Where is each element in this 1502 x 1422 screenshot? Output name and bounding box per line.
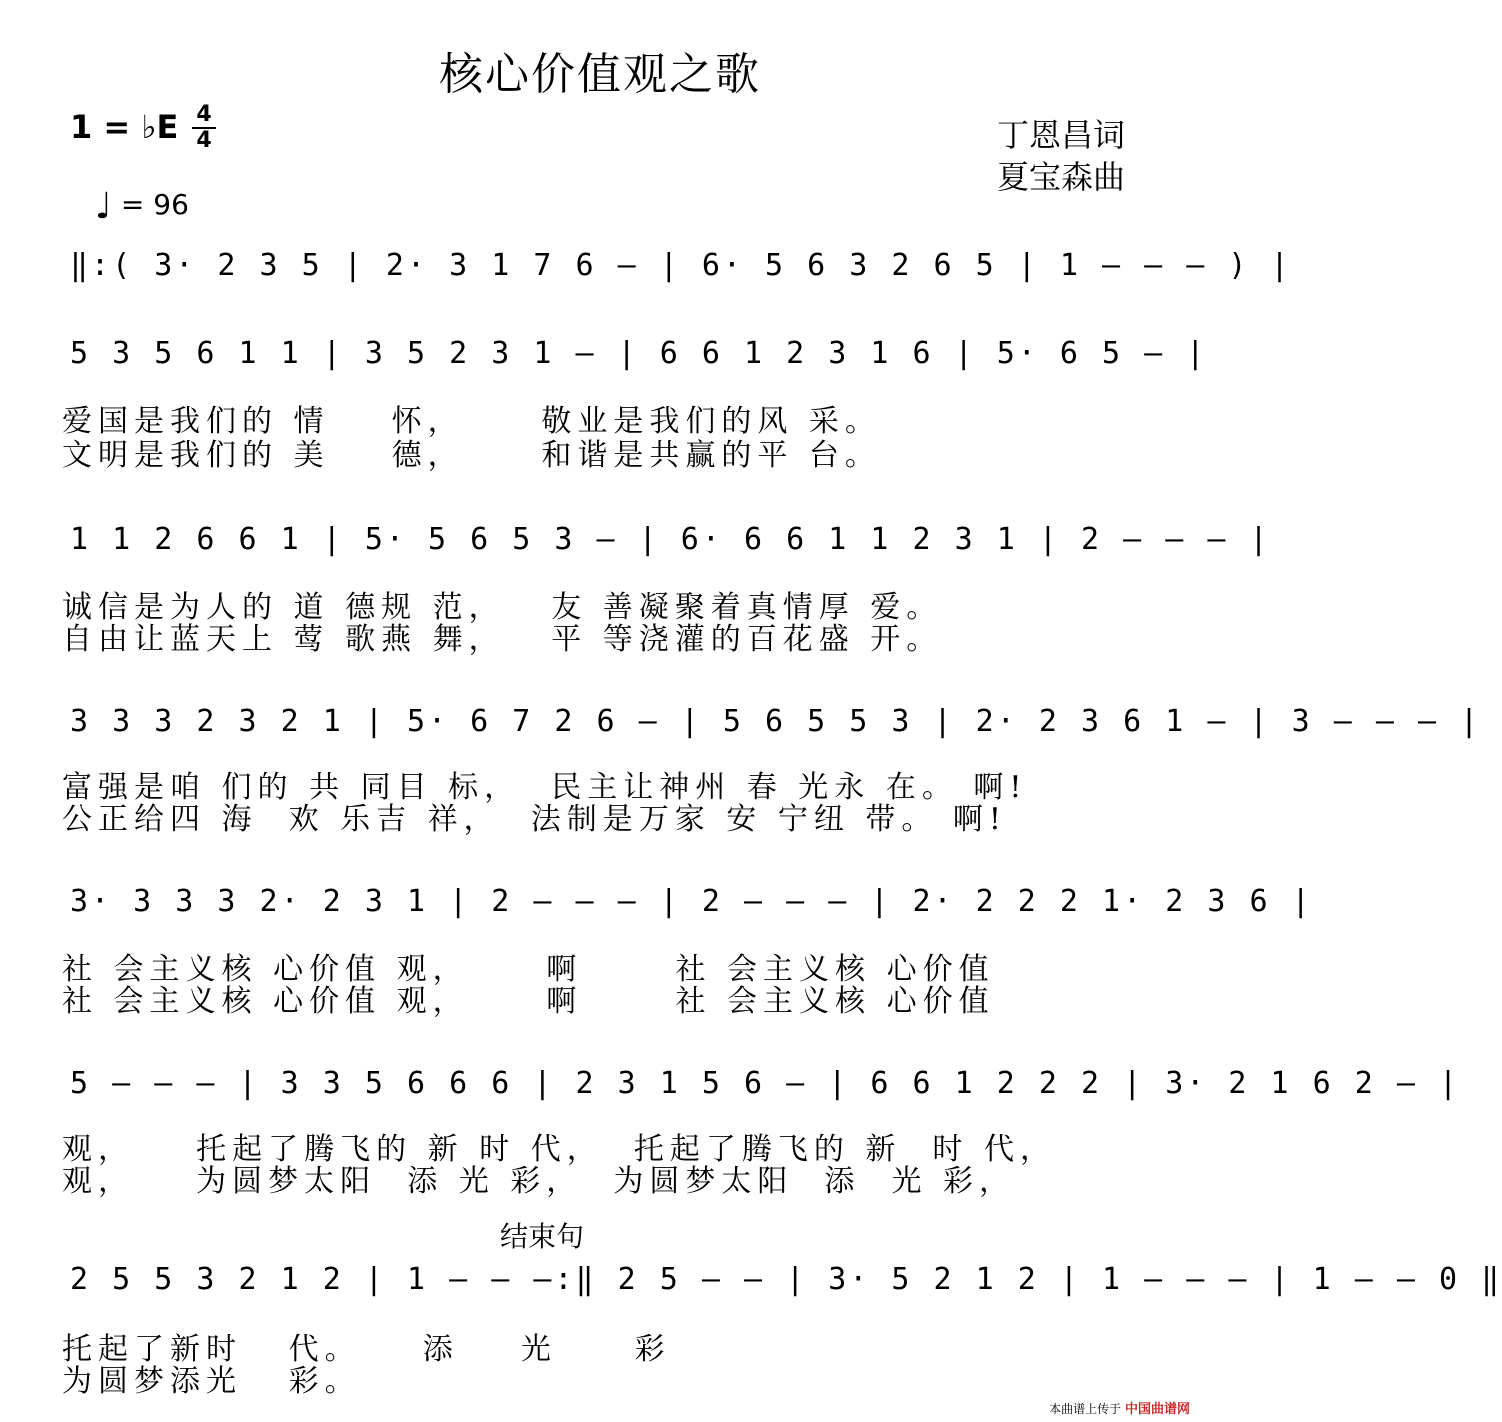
score-line-3 bbox=[70, 522, 1271, 582]
time-signature-top: 4 bbox=[196, 102, 212, 127]
quarter-note-icon: ♩ bbox=[95, 186, 112, 227]
lyrics-verse-1: 社 会主义核 心价值 观， 啊 社 会主义核 心价值 bbox=[62, 952, 995, 987]
lyrics-verse-1: 诚信是为人的 道 德规 范， 友 善凝聚着真情厚 爱。 bbox=[62, 590, 943, 625]
composer-credit: 夏宝森曲 bbox=[996, 158, 1125, 196]
lyrics-verse-1: 爱国是我们的 情 怀， 敬业是我们的风 采。 bbox=[62, 404, 881, 439]
lyrics-verse-2: 观， 为圆梦太阳 添 光 彩， 为圆梦太阳 添 光 彩， bbox=[62, 1164, 1016, 1199]
score-line-7 bbox=[70, 1262, 1502, 1322]
time-signature-bottom: 4 bbox=[196, 128, 212, 153]
lyrics-verse-2: 文明是我们的 美 德， 和谐是共赢的平 台。 bbox=[62, 438, 881, 473]
score-line-2 bbox=[70, 336, 1208, 396]
source-footer bbox=[1049, 1398, 1190, 1417]
lyricist-credit: 丁恩昌词 bbox=[996, 116, 1125, 154]
notes: ‖:( 3· 2 3 5 | 2· 3 1 7 6 – | 6· 5 6 3 2 6 5 | 1 – – – ) | bbox=[70, 248, 1292, 283]
tempo-value: = 96 bbox=[120, 188, 189, 221]
notes: 1 1 2 6 6 1 | 5· 5 6 5 3 – | 6· 6 6 1 1 2 3 1 | 2 – – – | bbox=[70, 522, 1271, 557]
key-signature: 1 = ♭E bbox=[70, 108, 179, 146]
notes: 5 3 5 6 1 1 | 3 5 2 3 1 – | 6 6 1 2 3 1 6 | 5· 6 5 – | bbox=[70, 336, 1208, 371]
score-line-5 bbox=[70, 884, 1313, 944]
lyrics-verse-2: 自由让蓝天上 莺 歌燕 舞， 平 等浇灌的百花盛 开。 bbox=[62, 622, 943, 657]
site-logo[interactable]: 中国曲谱网 bbox=[1124, 1402, 1190, 1417]
lyrics-verse-2: 社 会主义核 心价值 观， 啊 社 会主义核 心价值 bbox=[62, 984, 995, 1019]
notes: 5 – – – | 3 3 5 6 6 6 | 2 3 1 5 6 – | 6 6 1 2 2 2 | 3· 2 1 6 2 – | bbox=[70, 1066, 1461, 1101]
tempo-marking bbox=[95, 186, 189, 227]
lyrics-verse-1: 富强是咱 们的 共 同目 标， 民主让神州 春 光永 在。 啊! bbox=[62, 770, 1028, 805]
time-signature bbox=[192, 104, 216, 152]
lyrics-verse-2: 为圆梦添光 彩。 bbox=[62, 1364, 361, 1399]
score-line-1 bbox=[70, 248, 1292, 308]
notes: 3· 3 3 3 2· 2 3 1 | 2 – – – | 2 – – – | 2· 2 2 2 1· 2 3 6 | bbox=[70, 884, 1313, 919]
footer-text: 本曲谱上传于 bbox=[1049, 1402, 1122, 1416]
score-line-4 bbox=[70, 704, 1482, 764]
lyrics-verse-2: 公正给四 海 欢 乐吉 祥， 法制是万家 安 宁纽 带。 啊! bbox=[62, 802, 1007, 837]
score-line-6 bbox=[70, 1066, 1461, 1126]
lyrics-verse-1: 观， 托起了腾飞的 新 时 代， 托起了腾飞的 新 时 代， bbox=[62, 1132, 1056, 1167]
notes: 2 5 5 3 2 1 2 | 1 – – –:‖ 2 5 – – | 3· 5 2 1 2 | 1 – – – | 1 – – 0 ‖ bbox=[70, 1262, 1502, 1297]
notes: 3 3 3 2 3 2 1 | 5· 6 7 2 6 – | 5 6 5 5 3 | 2· 2 3 6 1 – | 3 – – – | bbox=[70, 704, 1482, 739]
ending-marker: 结束句 bbox=[500, 1220, 585, 1253]
lyrics-verse-1: 托起了新时 代。 添 光 彩 bbox=[62, 1332, 671, 1367]
song-title: 核心价值观之歌 bbox=[439, 49, 761, 100]
